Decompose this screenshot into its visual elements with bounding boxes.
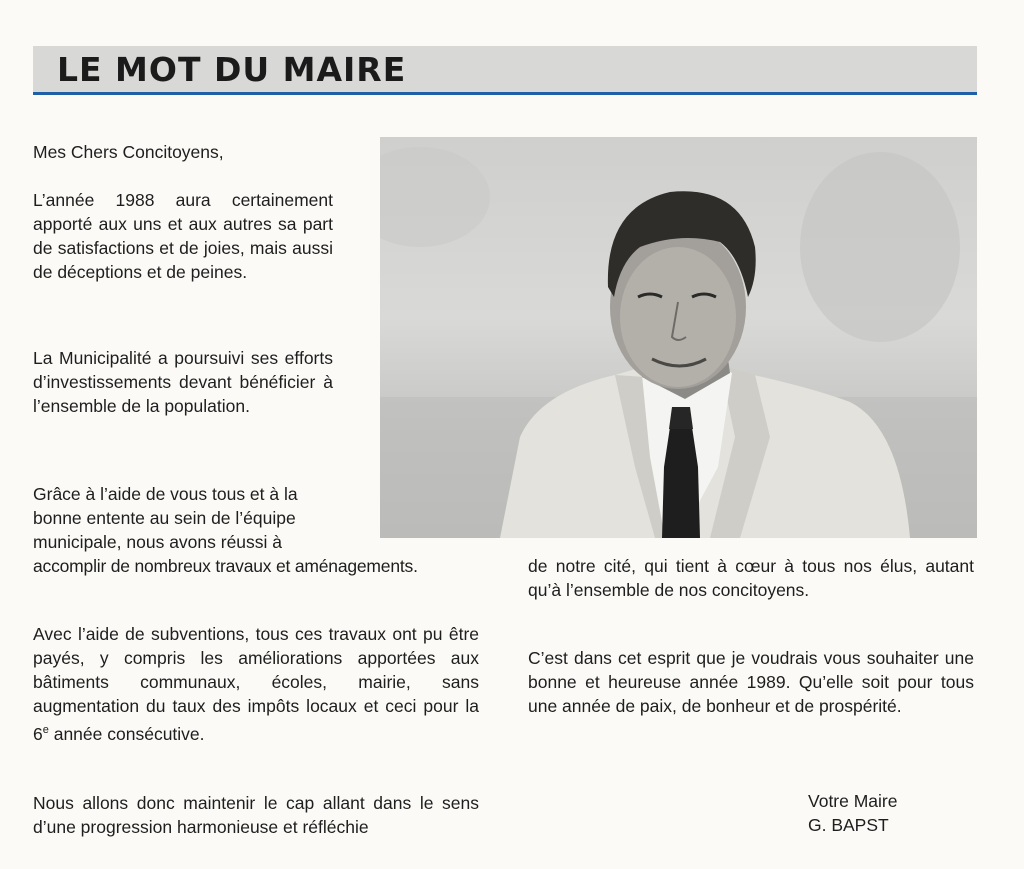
paragraph-4-text: Avec l’aide de subventions, tous ces travaux ont pu être payés, y compris les améliorations apportées aux bâtiments communaux, écoles, mairie, sans augmentation du taux des impôts locaux et ceci pour la 6 <box>33 624 479 744</box>
paragraph-2: La Municipalité a poursuivi ses efforts d’investissements devant bénéficier à l’ensemble de la population. <box>33 348 333 416</box>
paragraph-3-end: accomplir de nombreux travaux et aménagements. <box>33 556 418 576</box>
signature-block <box>808 789 897 837</box>
signature-name: G. BAPST <box>808 815 889 835</box>
letter-greeting: Mes Chers Concitoyens, <box>33 142 224 162</box>
paragraph-4 <box>33 622 479 746</box>
page-title: LE MOT DU MAIRE <box>57 50 407 89</box>
portrait-illustration <box>380 137 977 538</box>
paragraph-6: de notre cité, qui tient à cœur à tous nos élus, autant qu’à l’ensemble de nos concitoyens. <box>528 556 974 600</box>
paragraph-5: Nous allons donc maintenir le cap allant dans le sens d’une progression harmonieuse et réfléchie <box>33 793 479 837</box>
superscript-e: e <box>42 724 49 736</box>
paragraph-1: L’année 1988 aura certainement apporté aux uns et aux autres sa part de satisfactions et de joies, mais aussi de déceptions et de peines. <box>33 190 333 282</box>
paragraph-7: C’est dans cet esprit que je voudrais vous souhaiter une bonne et heureuse année 1989. Qu’elle soit pour tous une année de paix, de bonheur et de prospérité. <box>528 648 974 716</box>
title-banner <box>33 46 977 95</box>
paragraph-3-start: Grâce à l’aide de vous tous et à la bonne entente au sein de l’équipe municipale, nous avons réussi à <box>33 484 298 552</box>
signature-title: Votre Maire <box>808 791 898 811</box>
mayor-portrait-photo <box>380 137 977 538</box>
paragraph-4-tail: année consécutive. <box>48 723 205 744</box>
